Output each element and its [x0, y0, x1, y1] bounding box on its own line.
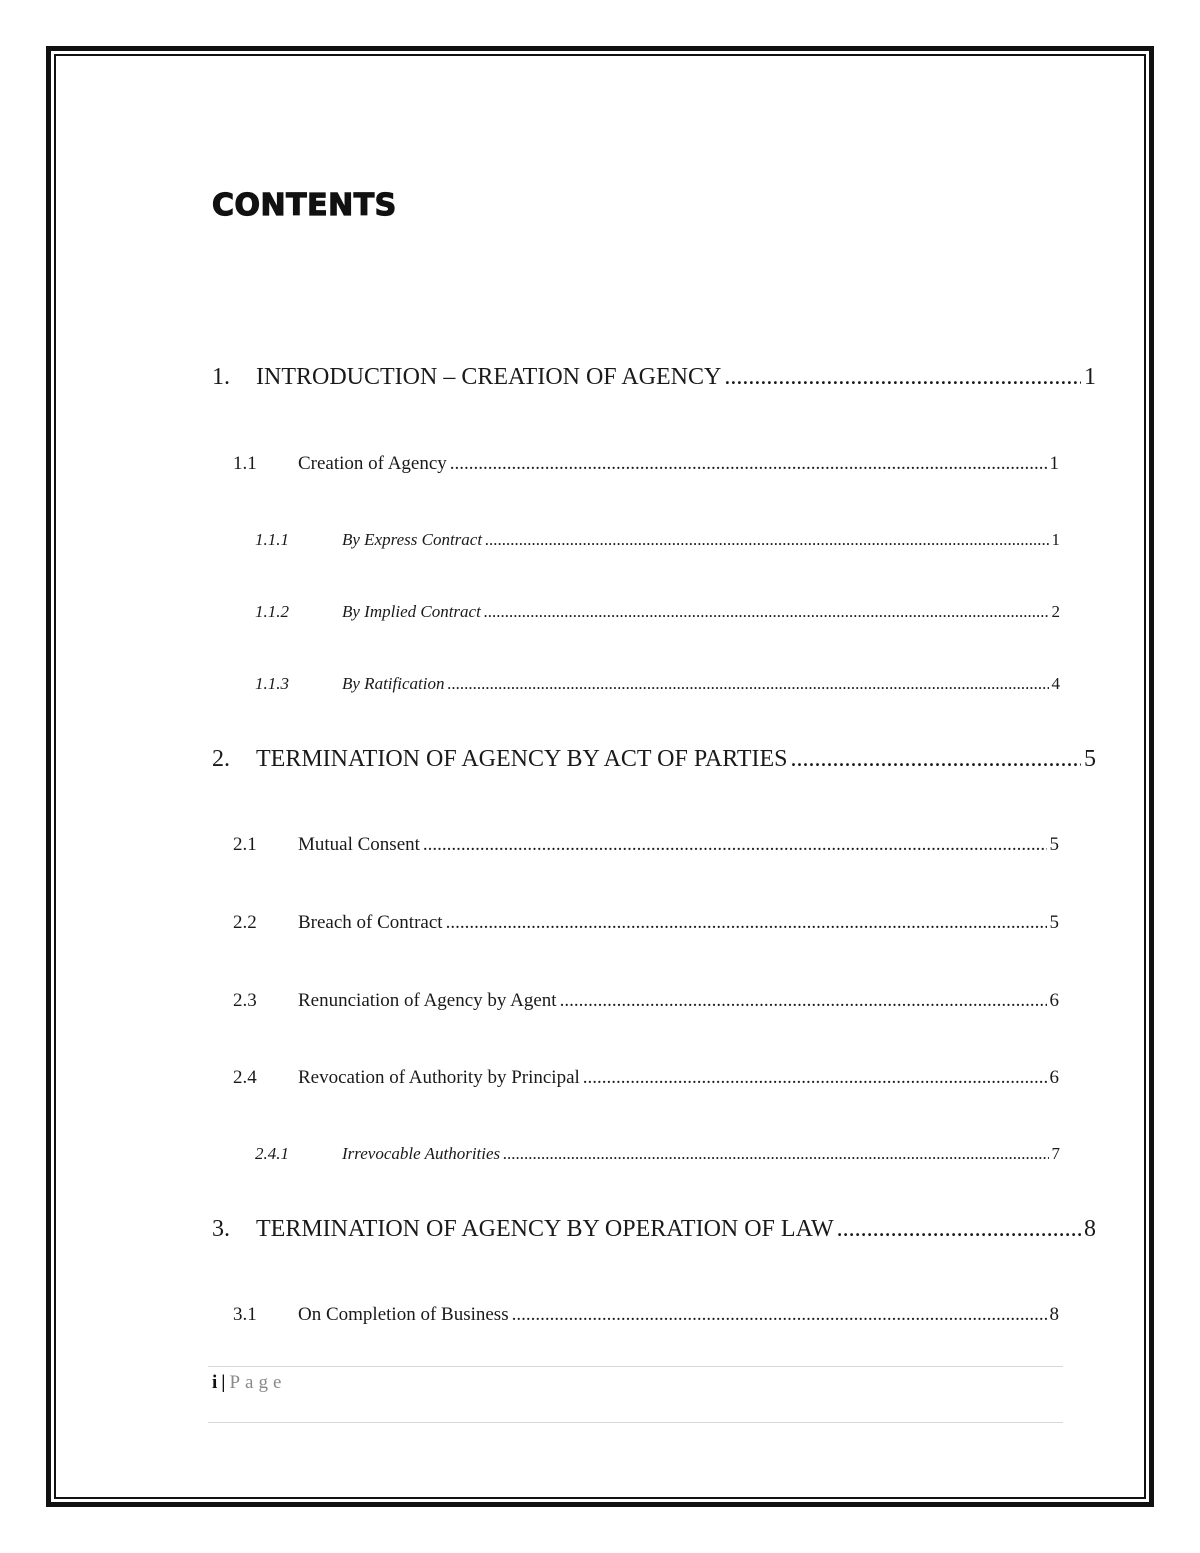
toc-dot-leader — [724, 364, 1081, 391]
toc-entry-page: 1 — [1084, 364, 1096, 390]
toc-entry-3[interactable] — [212, 1216, 1096, 1243]
contents-title: CONTENTS — [212, 188, 397, 223]
toc-entry-text: By Express Contract — [342, 530, 483, 549]
toc-dot-leader — [791, 746, 1081, 773]
footer-bottom-rule — [208, 1422, 1063, 1423]
toc-entry-2-4[interactable] — [233, 1067, 1059, 1089]
toc-entry-3-1[interactable] — [233, 1304, 1059, 1326]
toc-entry-number: 1.1 — [233, 453, 257, 474]
toc-entry-page: 2 — [1051, 602, 1060, 621]
toc-entry-page: 5 — [1049, 834, 1059, 855]
toc-entry-page: 1 — [1051, 530, 1060, 549]
footer-top-rule — [208, 1366, 1063, 1367]
toc-entry-number: 2. — [212, 746, 230, 772]
toc-entry-text: On Completion of Business — [298, 1304, 509, 1325]
toc-dot-leader — [447, 674, 1048, 694]
toc-entry-number: 3.1 — [233, 1304, 257, 1325]
toc-entry-2[interactable] — [212, 746, 1096, 773]
toc-entry-text: TERMINATION OF AGENCY BY ACT OF PARTIES — [256, 746, 788, 772]
page-footer — [212, 1372, 286, 1394]
toc-entry-1-1-3[interactable] — [255, 674, 1060, 694]
toc-entry-page: 7 — [1051, 1144, 1060, 1163]
toc-entry-page: 5 — [1084, 746, 1096, 772]
footer-page-label: Page — [229, 1372, 287, 1393]
toc-dot-leader — [446, 912, 1047, 934]
toc-entry-page: 8 — [1084, 1216, 1096, 1242]
toc-entry-text: Breach of Contract — [298, 912, 443, 933]
toc-dot-leader — [503, 1144, 1048, 1164]
toc-dot-leader — [484, 602, 1049, 622]
toc-entry-page: 8 — [1049, 1304, 1059, 1325]
toc-entry-number: 1.1.2 — [255, 602, 289, 621]
toc-entry-text: Mutual Consent — [298, 834, 420, 855]
toc-entry-number: 3. — [212, 1216, 230, 1242]
toc-entry-text: TERMINATION OF AGENCY BY OPERATION OF LAW — [256, 1216, 834, 1242]
toc-entry-text: By Ratification — [342, 674, 445, 693]
footer-separator: | — [221, 1372, 226, 1393]
toc-dot-leader — [450, 453, 1047, 475]
toc-dot-leader — [423, 834, 1047, 856]
toc-dot-leader — [560, 990, 1047, 1012]
toc-entry-text: INTRODUCTION – CREATION OF AGENCY — [256, 364, 722, 390]
toc-dot-leader — [485, 530, 1048, 550]
page-border-inner — [54, 54, 1146, 1499]
toc-entry-2-3[interactable] — [233, 990, 1059, 1012]
toc-dot-leader — [837, 1216, 1081, 1243]
toc-entry-page: 4 — [1051, 674, 1060, 693]
toc-entry-1-1-1[interactable] — [255, 530, 1060, 550]
toc-entry-number: 2.4 — [233, 1067, 257, 1088]
toc-entry-1[interactable] — [212, 364, 1096, 391]
toc-entry-page: 5 — [1049, 912, 1059, 933]
toc-entry-1-1[interactable] — [233, 453, 1059, 475]
toc-entry-number: 1.1.1 — [255, 530, 289, 549]
toc-entry-number: 2.4.1 — [255, 1144, 289, 1163]
toc-entry-2-2[interactable] — [233, 912, 1059, 934]
toc-dot-leader — [512, 1304, 1047, 1326]
toc-entry-number: 1. — [212, 364, 230, 390]
toc-entry-page: 6 — [1049, 1067, 1059, 1088]
toc-entry-text: Irrevocable Authorities — [342, 1144, 501, 1163]
toc-entry-page: 6 — [1049, 990, 1059, 1011]
toc-entry-number: 2.2 — [233, 912, 257, 933]
toc-entry-page: 1 — [1049, 453, 1059, 474]
toc-entry-number: 1.1.3 — [255, 674, 289, 693]
toc-entry-number: 2.1 — [233, 834, 257, 855]
toc-entry-text: By Implied Contract — [342, 602, 481, 621]
toc-entry-1-1-2[interactable] — [255, 602, 1060, 622]
toc-entry-2-4-1[interactable] — [255, 1144, 1060, 1164]
toc-entry-text: Creation of Agency — [298, 453, 447, 474]
footer-page-number: i — [212, 1372, 218, 1393]
toc-entry-text: Revocation of Authority by Principal — [298, 1067, 580, 1088]
toc-entry-text: Renunciation of Agency by Agent — [298, 990, 557, 1011]
toc-entry-2-1[interactable] — [233, 834, 1059, 856]
toc-entry-number: 2.3 — [233, 990, 257, 1011]
toc-dot-leader — [583, 1067, 1047, 1089]
